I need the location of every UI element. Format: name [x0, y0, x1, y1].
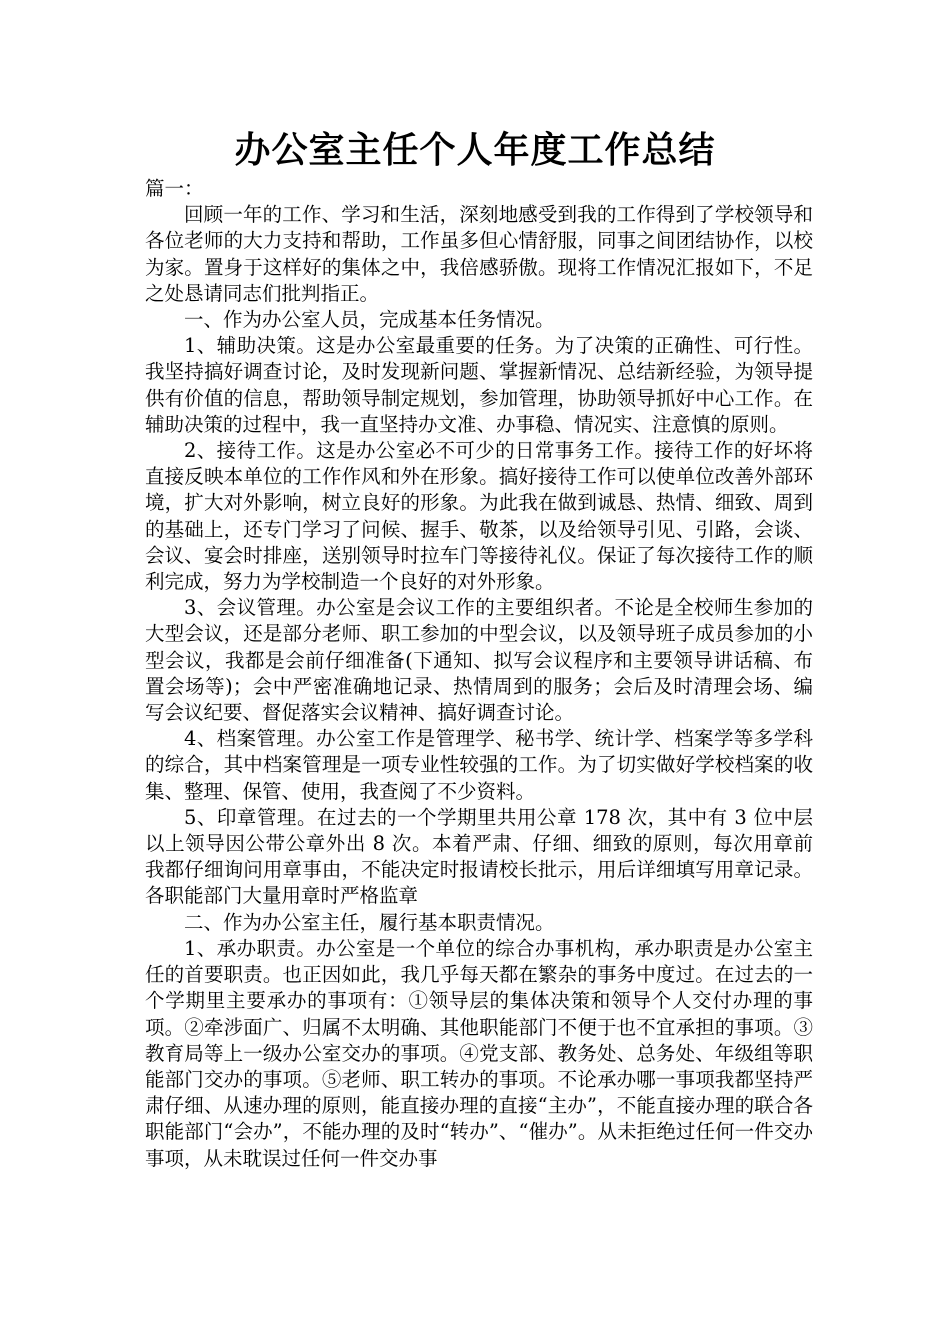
paragraph-heading-1: 一、作为办公室人员，完成基本任务情况。: [184, 308, 555, 332]
document-title: 办公室主任个人年度工作总结: [234, 129, 716, 171]
paragraph-item-1-5: 5、印章管理。在过去的一个学期里共用公章 178 次，其中有 3 位中层以上领导因公带公章外出 8 次。本着严肃、仔细、细致的原则，每次用章前我都仔细询问用章事由，不能决定时报请校长批示，用后详细填写用章记录。各职能部门大量用章时严格监章: [145, 805, 813, 908]
paragraph-intro: 回顾一年的工作、学习和生活，深刻地感受到我的工作得到了学校领导和各位老师的大力支持和帮助，工作虽多但心情舒服，同事之间团结协作，以校为家。置身于这样好的集体之中，我倍感骄傲。现将工作情况汇报如下，不足之处恳请同志们批判指正。: [145, 203, 813, 305]
paragraph-item-2-1: 1、承办职责。办公室是一个单位的综合办事机构，承办职责是办公室主任的首要职责。也正因如此，我几乎每天都在繁杂的事务中度过。在过去的一个学期里主要承办的事项有：①领导层的集体决策和领导个人交付办理的事项。②牵涉面广、归属不太明确、其他职能部门不便于也不宜承担的事项。③教育局等上一级办公室交办的事项。④党支部、教务处、总务处、年级组等职能部门交办的事项。⑤老师、职工转办的事项。不论承办哪一事项我都坚持严肃仔细、从速办理的原则，能直接办理的直接“主办”，不能直接办理的联合各职能部门“会办”，不能办理的及时“转办”、“催办”。从未拒绝过任何一件交办事项，从未耽误过任何一件交办事: [145, 936, 813, 1170]
paragraph-item-1-3: 3、会议管理。办公室是会议工作的主要组织者。不论是全校师生参加的大型会议，还是部分老师、职工参加的中型会议，以及领导班子成员参加的小型会议，我都是会前仔细准备(下通知、拟写会议程序和主要领导讲话稿、布置会场等)；会中严密准确地记录、热情周到的服务；会后及时清理会场、编写会议纪要、督促落实会议精神、搞好调查讨论。: [145, 596, 813, 725]
paragraph-item-1-1: 1、辅助决策。这是办公室最重要的任务。为了决策的正确性、可行性。我坚持搞好调查讨论，及时发现新问题、掌握新情况、总结新经验，为领导提供有价值的信息，帮助领导制定规划，参加管理，协助领导抓好中心工作。在辅助决策的过程中，我一直坚持办文准、办事稳、情况实、注意慎的原则。: [145, 334, 813, 436]
paragraph-item-1-2: 2、接待工作。这是办公室必不可少的日常事务工作。接待工作的好坏将直接反映本单位的工作作风和外在形象。搞好接待工作可以使单位改善外部环境，扩大对外影响，树立良好的形象。为此我在做到诚恳、热情、细致、周到的基础上，还专门学习了问候、握手、敬茶，以及给领导引见、引路，会谈、会议、宴会时排座，送别领导时拉车门等接待礼仪。保证了每次接待工作的顺利完成，努力为学校制造一个良好的对外形象。: [145, 439, 813, 594]
paragraph-section-label: 篇一：: [145, 177, 204, 200]
document-body: [145, 176, 813, 1172]
paragraph-heading-2: 二、作为办公室主任，履行基本职责情况。: [184, 910, 555, 934]
paragraph-item-1-4: 4、档案管理。办公室工作是管理学、秘书学、统计学、档案学等多学科的综合，其中档案管理是一项专业性较强的工作。为了切实做好学校档案的收集、整理、保管、使用，我查阅了不少资料。: [145, 727, 813, 803]
